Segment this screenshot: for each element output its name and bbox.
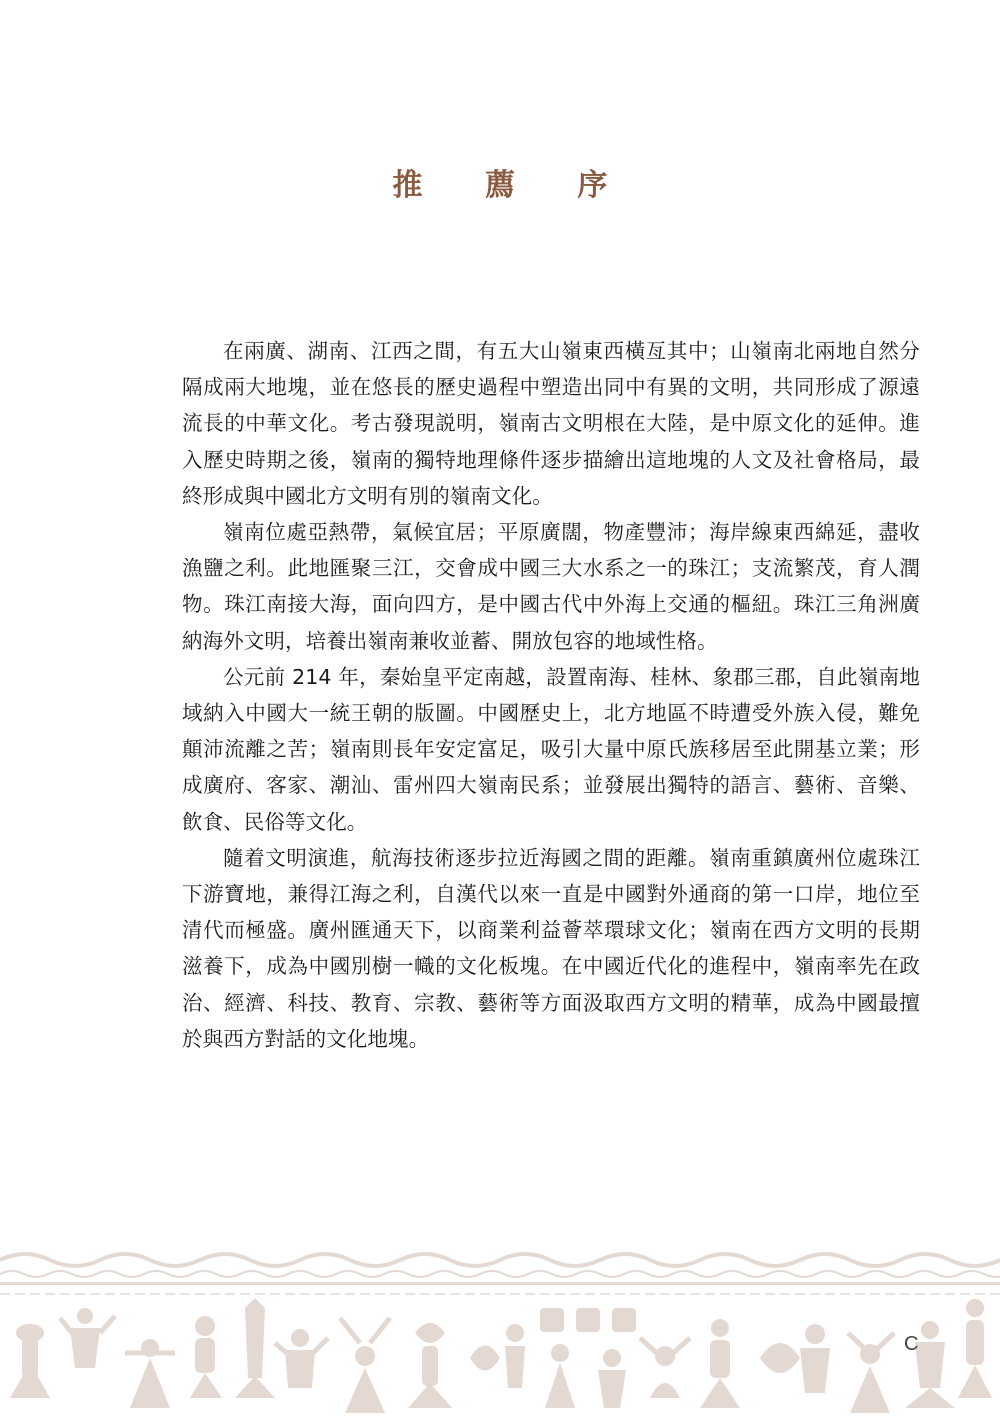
rock-art-figures-pattern bbox=[0, 1238, 1000, 1419]
body-text bbox=[182, 333, 920, 1057]
paragraph-4: 隨着文明演進，航海技術逐步拉近海國之間的距離。嶺南重鎮廣州位處珠江下游寶地，兼得江海之利，自漢代以來一直是中國對外通商的第一口岸，地位至清代而極盛。廣州匯通天下，以商業利益薈萃環球文化；嶺南在西方文明的長期滋養下，成為中國別樹一幟的文化板塊。在中國近代化的進程中，嶺南率先在政治、經濟、科技、教育、宗教、藝術等方面汲取西方文明的精華，成為中國最擅於與西方對話的文化地塊。 bbox=[182, 845, 920, 1051]
page-number: C bbox=[904, 1333, 919, 1355]
decorative-footer-band bbox=[0, 1238, 1000, 1419]
paragraph-2: 嶺南位處亞熱帶，氣候宜居；平原廣闊，物產豐沛；海岸線東西綿延，盡收漁鹽之利。此地匯聚三江，交會成中國三大水系之一的珠江；支流繁茂，育人潤物。珠江南接大海，面向四方，是中國古代中外海上交通的樞紐。珠江三角洲廣納海外文明，培養出嶺南兼收並蓄、開放包容的地域性格。 bbox=[182, 520, 920, 653]
paragraph-3: 公元前 214 年，秦始皇平定南越，設置南海、桂林、象郡三郡，自此嶺南地域納入中國大一統王朝的版圖。中國歷史上，北方地區不時遭受外族入侵，難免顛沛流離之苦；嶺南則長年安定富足，吸引大量中原氏族移居至此開基立業；形成廣府、客家、潮汕、雷州四大嶺南民系；並發展出獨特的語言、藝術、音樂、飲食、民俗等文化。 bbox=[182, 664, 920, 834]
paragraph-1: 在兩廣、湖南、江西之間，有五大山嶺東西橫亙其中；山嶺南北兩地自然分隔成兩大地塊，並在悠長的歷史過程中塑造出同中有異的文明，共同形成了源遠流長的中華文化。考古發現説明，嶺南古文明根在大陸，是中原文化的延伸。進入歷史時期之後，嶺南的獨特地理條件逐步描繪出這地塊的人文及社會格局，最終形成與中國北方文明有別的嶺南文化。 bbox=[182, 339, 920, 508]
page-title: 推 薦 序 bbox=[392, 168, 634, 203]
